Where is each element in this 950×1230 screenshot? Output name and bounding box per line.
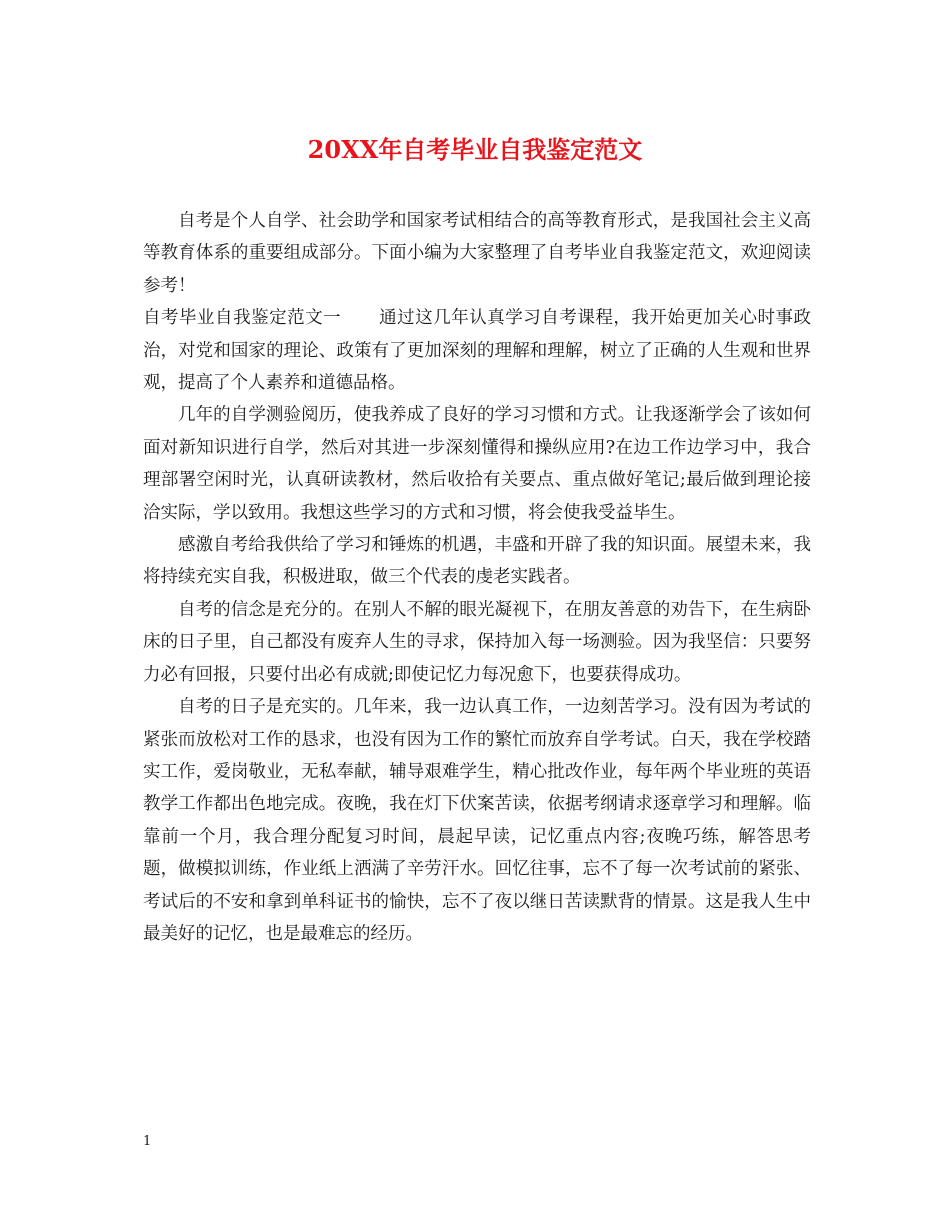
body-paragraph: 自考的信念是充分的。在别人不解的眼光凝视下，在朋友善意的劝告下，在生病卧床的日子里，自己都没有废弃人生的寻求，保持加入每一场测验。因为我坚信：只要努力必有回报，只要付出必有成就;即使记忆力每况愈下，也要获得成功。 <box>143 599 811 685</box>
document-title: 20XX年自考毕业自我鉴定范文 <box>307 135 643 164</box>
body-paragraph: 自考的日子是充实的。几年来，我一边认真工作，一边刻苦学习。没有因为考试的紧张而放松对工作的恳求，也没有因为工作的繁忙而放弃自学考试。白天，我在学校踏实工作，爱岗敬业，无私奉献，辅导艰难学生，精心批改作业，每年两个毕业班的英语教学工作都出色地完成。夜晚，我在灯下伏案苦读，依据考纲请求逐章学习和理解。临靠前一个月，我合理分配复习时间，晨起早读，记忆重点内容;夜晚巧练，解答思考题，做模拟训练，作业纸上洒满了辛劳汗水。回忆往事，忘不了每一次考试前的紧张、考试后的不安和拿到单科证书的愉快，忘不了夜以继日苦读默背的情景。这是我人生中最美好的记忆，也是最难忘的经历。 <box>143 697 811 944</box>
section-heading: 自考毕业自我鉴定范文一 <box>143 308 342 329</box>
page-number: 1 <box>143 1134 152 1149</box>
intro-paragraph: 自考是个人自学、社会助学和国家考试相结合的高等教育形式，是我国社会主义高等教育体系的重要组成部分。下面小编为大家整理了自考毕业自我鉴定范文，欢迎阅读参考！ <box>143 211 811 296</box>
section-first-paragraph: 通过这几年认真学习自考课程，我开始更加关心时事政治，对党和国家的理论、政策有了更加深刻的理解和理解，树立了正确的人生观和世界观，提高了个人素养和道德品格。 <box>143 308 812 394</box>
document-body <box>143 205 811 950</box>
section-lead-paragraph <box>143 302 811 399</box>
body-paragraph: 几年的自学测验阅历，使我养成了良好的学习习惯和方式。让我逐渐学会了该如何面对新知识进行自学，然后对其进一步深刻懂得和操纵应用?在边工作边学习中，我合理部署空闲时光，认真研读教材，然后收拾有关要点、重点做好笔记;最后做到理论接洽实际，学以致用。我想这些学习的方式和习惯，将会使我受益毕生。 <box>143 405 811 523</box>
body-paragraph: 感激自考给我供给了学习和锤炼的机遇，丰盛和开辟了我的知识面。展望未来，我将持续充实自我，积极进取，做三个代表的虔老实践者。 <box>143 535 811 588</box>
